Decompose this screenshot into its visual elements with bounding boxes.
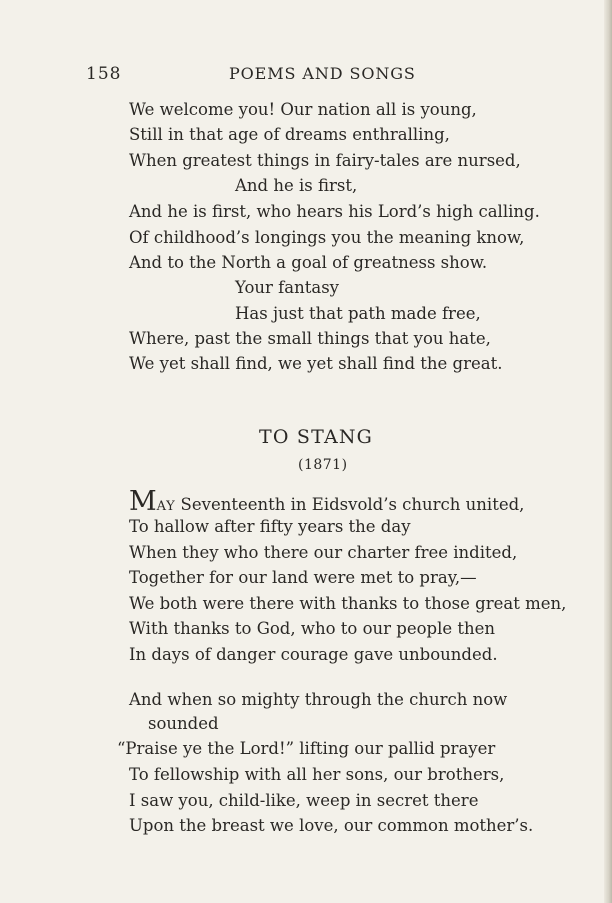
poem-line: Upon the breast we love, our common mother’s.	[129, 816, 534, 835]
poem-line: “Praise ye the Lord!” lifting our pallid prayer	[117, 739, 496, 758]
section-date: (1871)	[298, 457, 348, 473]
poem-line: We yet shall find, we yet shall find the great.	[129, 354, 503, 373]
poem-line: To hallow after fifty years the day	[129, 517, 411, 536]
poem-line: We both were there with thanks to those great men,	[129, 594, 567, 613]
first-word-smallcaps: AY	[156, 499, 176, 514]
drop-cap: M	[129, 486, 157, 517]
poem-line: When greatest things in fairy-tales are nursed,	[129, 151, 521, 170]
poem-line: When they who there our charter free indited,	[129, 543, 518, 562]
first-line-rest: Seventeenth in Eidsvold’s church united,	[175, 495, 525, 514]
poem-line: Your fantasy	[235, 278, 339, 297]
poem-line: Where, past the small things that you hate,	[129, 329, 491, 348]
running-title: POEMS AND SONGS	[229, 64, 416, 83]
poem-line: I saw you, child-like, weep in secret there	[129, 791, 479, 810]
poem-line: And when so mighty through the church now	[129, 690, 508, 709]
poem-line: sounded	[148, 714, 219, 733]
poem-line: And to the North a goal of greatness show.	[129, 253, 488, 272]
poem-line: In days of danger courage gave unbounded.	[129, 645, 498, 664]
poem-line: Of childhood’s longings you the meaning know,	[129, 228, 525, 247]
poem-line: With thanks to God, who to our people then	[129, 619, 496, 638]
page-edge-shadow	[604, 0, 612, 903]
running-head	[0, 64, 612, 88]
poem-line: Has just that path made free,	[235, 304, 481, 323]
poem-line: And he is first, who hears his Lord’s high calling.	[129, 202, 540, 221]
section-title: TO STANG	[259, 426, 374, 448]
poem-line: To fellowship with all her sons, our brothers,	[129, 765, 505, 784]
poem-line: And he is first,	[235, 176, 358, 195]
poem-line: Still in that age of dreams enthralling,	[129, 125, 450, 144]
poem-first-line	[129, 486, 525, 518]
poem-line: We welcome you! Our nation all is young,	[129, 100, 477, 119]
poem-line: Together for our land were met to pray,—	[129, 568, 477, 587]
page-number: 158	[86, 64, 122, 84]
